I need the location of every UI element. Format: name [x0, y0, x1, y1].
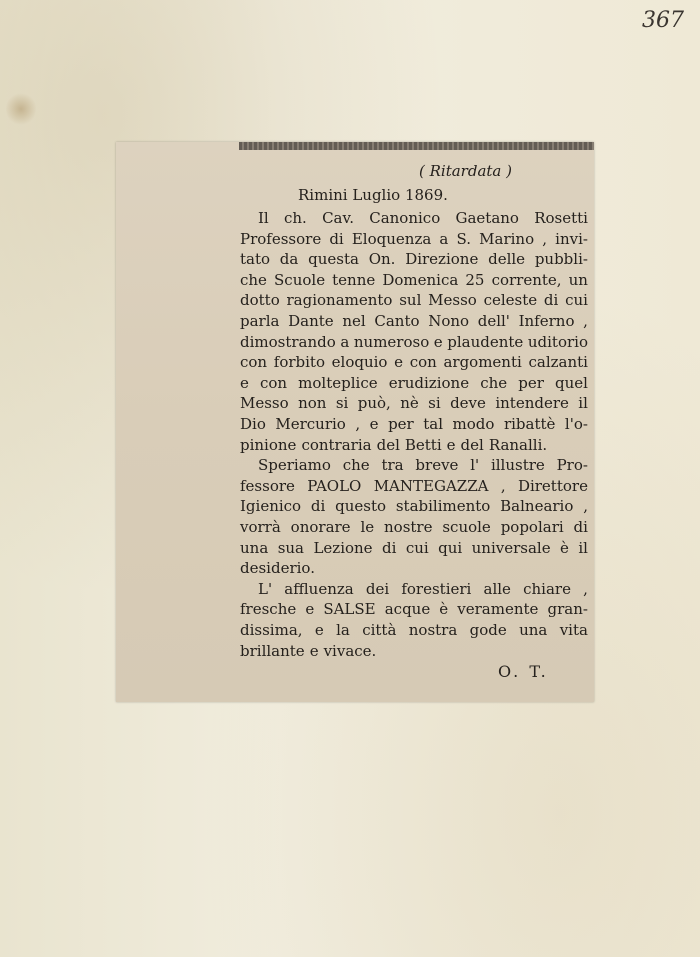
newspaper-clipping: [116, 142, 594, 702]
article-line: pinione contraria del Betti e del Ranalli.: [240, 435, 548, 454]
clipping-text: [116, 142, 594, 702]
article-line: una sua Lezione di cui qui universale è il: [240, 538, 588, 557]
article-line: vorrà onorare le nostre scuole popolari di: [240, 518, 588, 536]
paper-stain: [6, 92, 36, 126]
article-line: Il ch. Cav. Canonico Gaetano Rosetti: [258, 209, 588, 227]
article-line: che Scuole tenne Domenica 25 corrente, un: [240, 270, 588, 289]
signature: O. T.: [498, 662, 549, 681]
article-line: Speriamo che tra breve l' illustre Pro-: [258, 456, 588, 475]
article-line: fresche e SALSE acque è veramente gran-: [240, 600, 588, 619]
article-line: Professore di Eloquenza a S. Marino , invi-: [240, 229, 588, 248]
article-line: Dio Mercurio , e per tal modo ribattè l'o-: [240, 415, 588, 433]
article-line: L' affluenza dei forestieri alle chiare ,: [258, 579, 588, 598]
article-line: con forbito eloquio e con argomenti calzanti: [240, 353, 588, 372]
article-line: e con molteplice erudizione che per quel: [240, 373, 588, 392]
clipping-header: ( Ritardata ): [419, 162, 512, 180]
article-line: desiderio.: [240, 559, 315, 578]
article-line: brillante e vivace.: [240, 641, 377, 660]
page-number: 367: [642, 8, 684, 33]
article-line: parla Dante nel Canto Nono dell' Inferno ,: [240, 312, 588, 330]
article-line: dimostrando a numeroso e plaudente uditorio: [240, 332, 588, 351]
article-line: tato da questa On. Direzione delle pubbli-: [240, 250, 588, 269]
dateline: Rimini Luglio 1869.: [298, 186, 448, 204]
article-line: dissima, e la città nostra gode una vita: [240, 621, 588, 639]
article-line: Igienico di questo stabilimento Balneario ,: [240, 497, 588, 516]
article-line: dotto ragionamento sul Messo celeste di cui: [240, 291, 588, 310]
article-line: fessore PAOLO MANTEGAZZA , Direttore: [240, 476, 588, 495]
article-line: Messo non si può, nè si deve intendere il: [240, 394, 588, 413]
